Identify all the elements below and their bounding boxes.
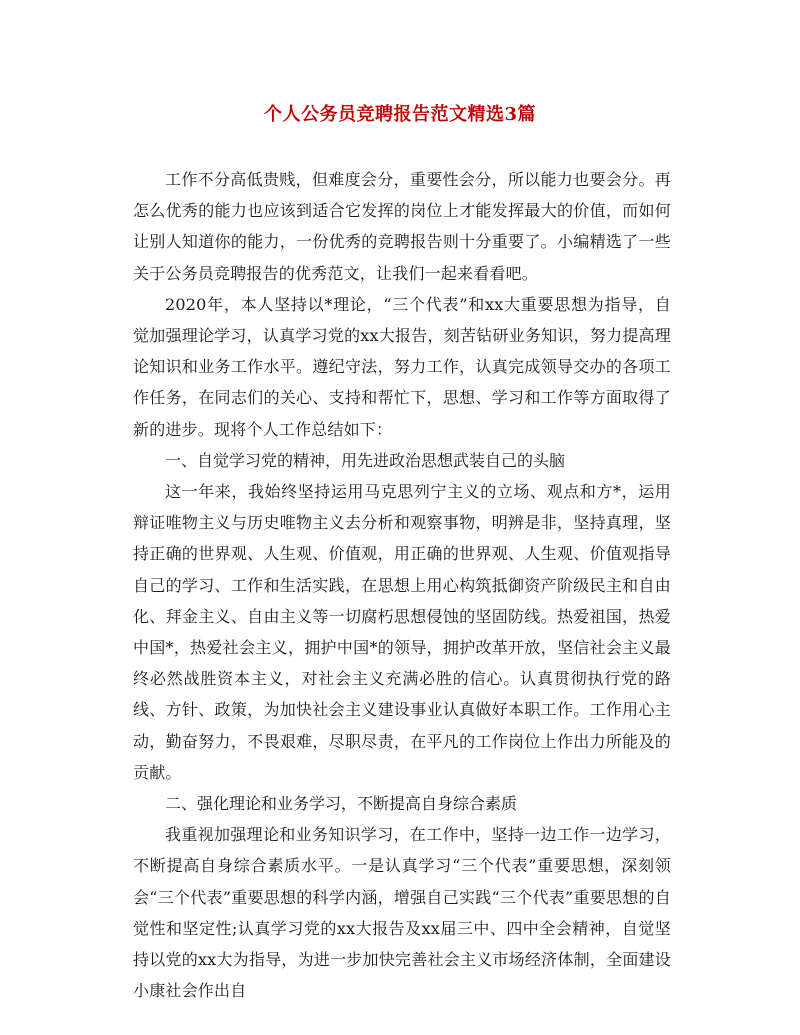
section-2-paragraph: 我重视加强理论和业务知识学习，在工作中，坚持一边工作一边学习，不断提高自身综合素质水平。一是认真学习“三个代表”重要思想，深刻领会“三个代表”重要思想的科学内涵，增强自己实践“三个代表”重要思想的自觉性和坚定性;认真学习党的xx大报告及xx届三中、四中全会精神，自觉坚持以党的xx大为指导，为进一步加快完善社会主义市场经济体制，全面建设小康社会作出自 <box>133 825 671 1001</box>
section-heading-2: 二、强化理论和业务学习，不断提高自身综合素质 <box>165 794 518 814</box>
section-heading-1: 一、自觉学习党的精神，用先进政治思想武装自己的头脑 <box>165 450 566 470</box>
section-1-paragraph: 这一年来，我始终坚持运用马克思列宁主义的立场、观点和方*，运用辩证唯物主义与历史唯物主义去分析和观察事物，明辨是非，坚持真理，坚持正确的世界观、人生观、价值观，用正确的世界观、人生观、价值观指导自己的学习、工作和生活实践，在思想上用心构筑抵御资产阶级民主和自由化、拜金主义、自由主义等一切腐朽思想侵蚀的坚固防线。热爱祖国，热爱中国*，热爱社会主义，拥护中国*的领导，拥护改革开放，坚信社会主义最终必然战胜资本主义，对社会主义充满必胜的信心。认真贯彻执行党的路线、方针、政策，为加快社会主义建设事业认真做好本职工作。工作用心主动，勤奋努力，不畏艰难，尽职尽责，在平凡的工作岗位上作出力所能及的贡献。 <box>133 482 671 782</box>
document-title: 个人公务员竞聘报告范文精选3篇 <box>263 104 537 125</box>
intro-paragraph: 工作不分高低贵贱，但难度会分，重要性会分，所以能力也要会分。再怎么优秀的能力也应该到适合它发挥的岗位上才能发挥最大的价值，而如何让别人知道你的能力，一份优秀的竞聘报告则十分重要了。小编精选了一些关于公务员竞聘报告的优秀范文，让我们一起来看看吧。 <box>133 170 671 283</box>
document-body <box>133 164 671 1006</box>
summary-paragraph: 2020年，本人坚持以*理论，“三个代表”和xx大重要思想为指导，自觉加强理论学习，认真学习党的xx大报告，刻苦钻研业务知识，努力提高理论知识和业务工作水平。遵纪守法，努力工作，认真完成领导交办的各项工作任务，在同志们的关心、支持和帮忙下，思想、学习和工作等方面取得了新的进步。现将个人工作总结如下： <box>133 294 671 439</box>
